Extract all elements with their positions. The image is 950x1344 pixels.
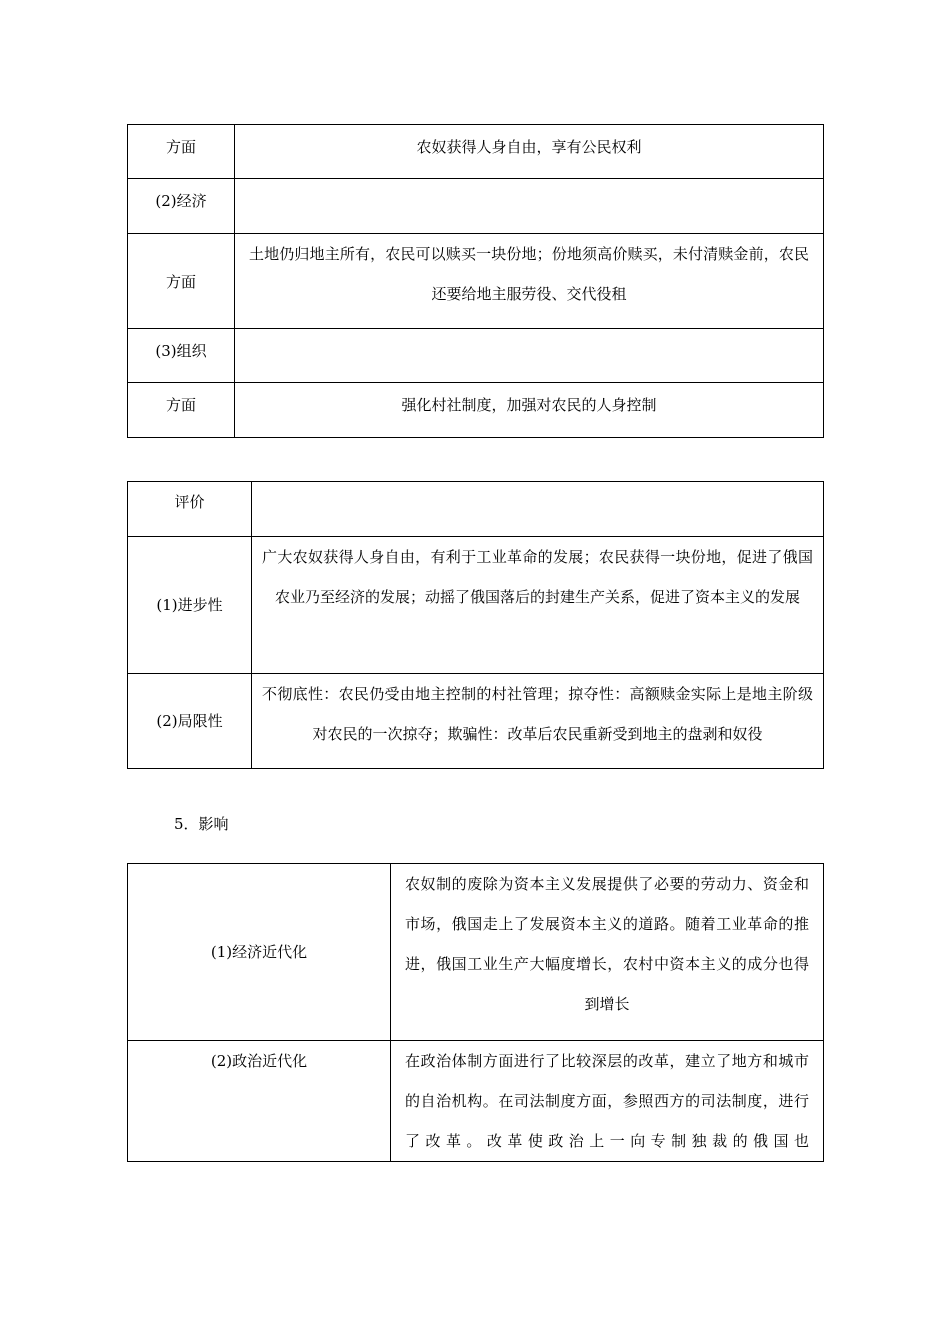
row-label: (2)局限性 bbox=[128, 674, 252, 769]
row-label: (3)组织 bbox=[128, 329, 235, 383]
row-content: 农奴获得人身自由，享有公民权利 bbox=[235, 125, 824, 179]
row-content bbox=[235, 329, 824, 383]
row-label: (2)政治近代化 bbox=[128, 1041, 391, 1162]
section-heading: 5．影响 bbox=[174, 815, 229, 833]
row-label: 方面 bbox=[128, 234, 235, 329]
row-label: 方面 bbox=[128, 125, 235, 179]
row-label: (2)经济 bbox=[128, 179, 235, 234]
reform-content-table bbox=[127, 124, 824, 438]
evaluation-table bbox=[127, 481, 824, 769]
row-label: 方面 bbox=[128, 383, 235, 438]
row-content: 强化村社制度，加强对农民的人身控制 bbox=[235, 383, 824, 438]
row-label: (1)进步性 bbox=[128, 537, 252, 674]
row-content: 不彻底性：农民仍受由地主控制的村社管理；掠夺性：高额赎金实际上是地主阶级对农民的一次掠夺；欺骗性：改革后农民重新受到地主的盘剥和奴役 bbox=[252, 674, 824, 769]
row-content: 在政治体制方面进行了比较深层的改革，建立了地方和城市的自治机构。在司法制度方面，参照西方的司法制度，进行了改革。改革使政治上一向专制独裁的俄国也 bbox=[391, 1041, 824, 1162]
row-content: 土地仍归地主所有，农民可以赎买一块份地；份地须高价赎买，未付清赎金前，农民还要给地主服劳役、交代役租 bbox=[235, 234, 824, 329]
row-label: (1)经济近代化 bbox=[128, 864, 391, 1041]
row-content: 农奴制的废除为资本主义发展提供了必要的劳动力、资金和市场，俄国走上了发展资本主义的道路。随着工业革命的推进，俄国工业生产大幅度增长，农村中资本主义的成分也得到增长 bbox=[391, 864, 824, 1041]
row-content bbox=[235, 179, 824, 234]
row-content bbox=[252, 482, 824, 537]
row-label: 评价 bbox=[128, 482, 252, 537]
row-content: 广大农奴获得人身自由，有利于工业革命的发展；农民获得一块份地，促进了俄国农业乃至经济的发展；动摇了俄国落后的封建生产关系，促进了资本主义的发展 bbox=[252, 537, 824, 674]
influence-table bbox=[127, 863, 824, 1162]
